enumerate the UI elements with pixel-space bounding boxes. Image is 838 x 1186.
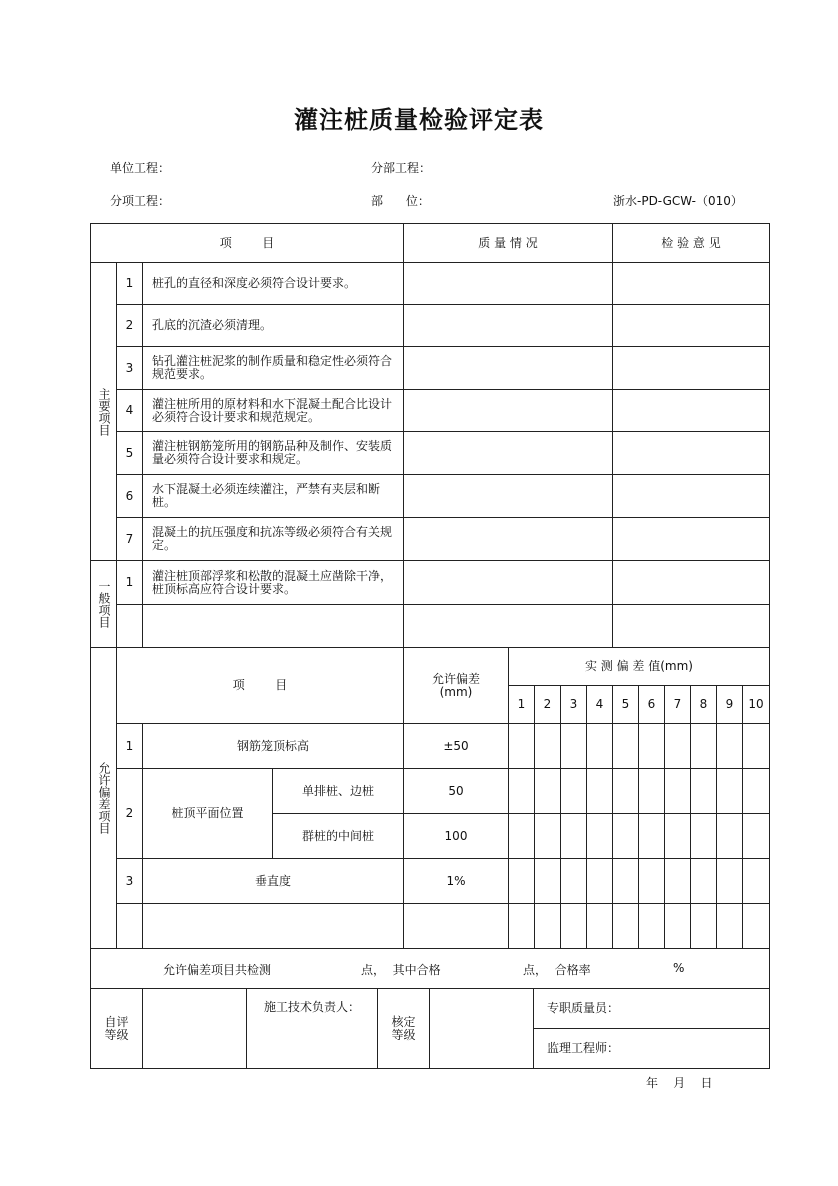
- measure-cell[interactable]: [560, 903, 587, 949]
- main-row-text: 灌注桩所用的原材料和水下混凝土配合比设计必须符合设计要求和规范规定。: [142, 389, 404, 432]
- measure-col-header: 3: [560, 685, 587, 724]
- measure-cell[interactable]: [612, 768, 639, 814]
- main-row-no: 7: [116, 517, 143, 561]
- main-row-no: 2: [116, 304, 143, 347]
- form-code: 浙水-PD-GCW-（010）: [613, 194, 743, 208]
- measure-cell[interactable]: [508, 858, 535, 904]
- measure-cell[interactable]: [690, 813, 717, 859]
- division-project-label: 分部工程：: [371, 161, 432, 175]
- measure-col-header: 1: [508, 685, 535, 724]
- general-row-no: 1: [116, 560, 143, 605]
- measure-cell[interactable]: [534, 813, 561, 859]
- location-label: 部 位：: [371, 194, 430, 208]
- measure-cell[interactable]: [508, 813, 535, 859]
- deviation-item-header: 项 目: [116, 647, 404, 724]
- measure-cell[interactable]: [638, 903, 665, 949]
- measure-cell[interactable]: [664, 768, 691, 814]
- measure-col-header: 6: [638, 685, 665, 724]
- deviation-row1-tol: ±50: [403, 723, 509, 769]
- measure-cell[interactable]: [534, 723, 561, 769]
- main-row-opinion[interactable]: [612, 474, 770, 518]
- measure-cell[interactable]: [664, 903, 691, 949]
- measure-cell[interactable]: [664, 723, 691, 769]
- general-row-quality[interactable]: [403, 560, 613, 605]
- deviation-row2-item: 桩顶平面位置: [142, 768, 273, 859]
- measure-cell[interactable]: [508, 903, 535, 949]
- main-row-no: 4: [116, 389, 143, 432]
- measure-cell[interactable]: [638, 813, 665, 859]
- deviation-row2-sub1: 单排桩、边桩: [272, 768, 404, 814]
- deviation-row3-tol: 1%: [403, 858, 509, 904]
- summary-part1: 允许偏差项目共检测: [163, 963, 272, 977]
- general-row-text: 灌注桩顶部浮浆和松散的混凝土应凿除干净，桩顶标高应符合设计要求。: [142, 560, 404, 605]
- supervisor-label: 监理工程师：: [533, 1028, 770, 1069]
- main-row-opinion[interactable]: [612, 517, 770, 561]
- measure-cell[interactable]: [586, 903, 613, 949]
- measure-cell[interactable]: [612, 903, 639, 949]
- deviation-row-empty-no: [116, 903, 143, 949]
- main-row-text: 灌注桩钢筋笼所用的钢筋品种及制作、安装质量必须符合设计要求和规定。: [142, 431, 404, 475]
- measure-col-header: 8: [690, 685, 717, 724]
- tolerance-header: [403, 647, 509, 724]
- measure-cell[interactable]: [586, 858, 613, 904]
- measure-cell[interactable]: [690, 723, 717, 769]
- measure-cell[interactable]: [742, 903, 770, 949]
- deviation-row2-tol2: 100: [403, 813, 509, 859]
- measure-cell[interactable]: [586, 768, 613, 814]
- measure-cell[interactable]: [560, 858, 587, 904]
- main-row-text: 水下混凝土必须连续灌注，严禁有夹层和断桩。: [142, 474, 404, 518]
- main-row-text: 混凝土的抗压强度和抗冻等级必须符合有关规定。: [142, 517, 404, 561]
- measure-cell[interactable]: [716, 813, 743, 859]
- measure-cell[interactable]: [534, 768, 561, 814]
- deviation-group-label: 允许偏差项目: [90, 647, 117, 949]
- main-row-opinion[interactable]: [612, 389, 770, 432]
- measure-cell[interactable]: [638, 858, 665, 904]
- measure-col-header: 9: [716, 685, 743, 724]
- approved-grade-value[interactable]: [429, 988, 534, 1069]
- measure-cell[interactable]: [638, 768, 665, 814]
- main-row-no: 3: [116, 346, 143, 390]
- measure-cell[interactable]: [534, 858, 561, 904]
- general-row-no-empty: [116, 604, 143, 648]
- header-item: 项 目: [90, 223, 404, 263]
- main-row-opinion[interactable]: [612, 431, 770, 475]
- page-title: 灌注桩质量检验评定表: [294, 106, 544, 134]
- main-row-quality[interactable]: [403, 474, 613, 518]
- measure-col-header: 4: [586, 685, 613, 724]
- deviation-row3-item: 垂直度: [142, 858, 404, 904]
- main-row-quality[interactable]: [403, 346, 613, 390]
- deviation-row3-no: 3: [116, 858, 143, 904]
- measure-cell[interactable]: [742, 768, 770, 814]
- measure-cell[interactable]: [508, 723, 535, 769]
- measure-cell[interactable]: [716, 768, 743, 814]
- measure-cell[interactable]: [690, 768, 717, 814]
- deviation-row-empty-item[interactable]: [142, 903, 404, 949]
- main-row-opinion[interactable]: [612, 304, 770, 347]
- measure-cell[interactable]: [742, 858, 770, 904]
- deviation-row2-sub2: 群桩的中间桩: [272, 813, 404, 859]
- deviation-row2-no: 2: [116, 768, 143, 859]
- measure-cell[interactable]: [508, 768, 535, 814]
- measure-cell[interactable]: [690, 858, 717, 904]
- main-row-opinion[interactable]: [612, 346, 770, 390]
- main-row-quality[interactable]: [403, 304, 613, 347]
- measure-cell[interactable]: [638, 723, 665, 769]
- measure-cell[interactable]: [716, 723, 743, 769]
- measured-header: 实 测 偏 差 值(mm): [508, 647, 770, 686]
- main-row-quality[interactable]: [403, 262, 613, 305]
- general-row-opinion[interactable]: [612, 560, 770, 605]
- general-row-quality-empty[interactable]: [403, 604, 613, 648]
- deviation-row2-tol1: 50: [403, 768, 509, 814]
- deviation-row1-no: 1: [116, 723, 143, 769]
- general-group-label: 一般项目: [90, 560, 117, 648]
- main-row-opinion[interactable]: [612, 262, 770, 305]
- main-row-quality[interactable]: [403, 431, 613, 475]
- measure-cell[interactable]: [612, 858, 639, 904]
- subitem-project-label: 分项工程：: [110, 194, 171, 208]
- measure-col-header: 2: [534, 685, 561, 724]
- measure-cell[interactable]: [612, 813, 639, 859]
- measure-cell[interactable]: [534, 903, 561, 949]
- summary-part2: 点， 其中合格: [361, 963, 441, 977]
- header-quality: 质 量 情 况: [403, 223, 613, 263]
- main-row-text: 钻孔灌注桩泥浆的制作质量和稳定性必须符合规范要求。: [142, 346, 404, 390]
- tech-lead-label: 施工技术负责人：: [246, 988, 378, 1069]
- summary-part4: %: [673, 961, 685, 975]
- measure-cell[interactable]: [690, 903, 717, 949]
- main-row-quality[interactable]: [403, 389, 613, 432]
- quality-officer-label: 专职质量员：: [533, 988, 770, 1029]
- unit-project-label: 单位工程：: [110, 161, 171, 175]
- self-grade-label: 自评等级: [90, 988, 143, 1069]
- deviation-row-empty-tol[interactable]: [403, 903, 509, 949]
- deviation-row1-item: 钢筋笼顶标高: [142, 723, 404, 769]
- measure-cell[interactable]: [664, 858, 691, 904]
- main-row-no: 5: [116, 431, 143, 475]
- general-row-opinion-empty[interactable]: [612, 604, 770, 648]
- measure-col-header: 10: [742, 685, 770, 724]
- measure-cell[interactable]: [560, 723, 587, 769]
- measure-cell[interactable]: [664, 813, 691, 859]
- tolerance-header-label: 允许偏差: [431, 671, 480, 686]
- measure-cell[interactable]: [612, 723, 639, 769]
- measure-cell[interactable]: [560, 768, 587, 814]
- summary-part3: 点， 合格率: [523, 963, 591, 977]
- measure-col-header: 7: [664, 685, 691, 724]
- measure-cell[interactable]: [742, 813, 770, 859]
- main-row-no: 1: [116, 262, 143, 305]
- main-row-no: 6: [116, 474, 143, 518]
- tolerance-header-unit: (mm): [439, 684, 473, 699]
- header-opinion: 检 验 意 见: [612, 223, 770, 263]
- measure-col-header: 5: [612, 685, 639, 724]
- date-label: 年 月 日: [646, 1076, 713, 1090]
- measure-cell[interactable]: [560, 813, 587, 859]
- measure-cell[interactable]: [716, 903, 743, 949]
- main-group-label: 主要项目: [90, 262, 117, 561]
- approved-grade-label: 核定等级: [377, 988, 430, 1069]
- main-row-text: 桩孔的直径和深度必须符合设计要求。: [142, 262, 404, 305]
- measure-cell[interactable]: [716, 858, 743, 904]
- self-grade-value[interactable]: [142, 988, 247, 1069]
- main-row-text: 孔底的沉渣必须清理。: [142, 304, 404, 347]
- measure-cell[interactable]: [586, 723, 613, 769]
- measure-cell[interactable]: [742, 723, 770, 769]
- general-row-text-empty[interactable]: [142, 604, 404, 648]
- measure-cell[interactable]: [586, 813, 613, 859]
- main-row-quality[interactable]: [403, 517, 613, 561]
